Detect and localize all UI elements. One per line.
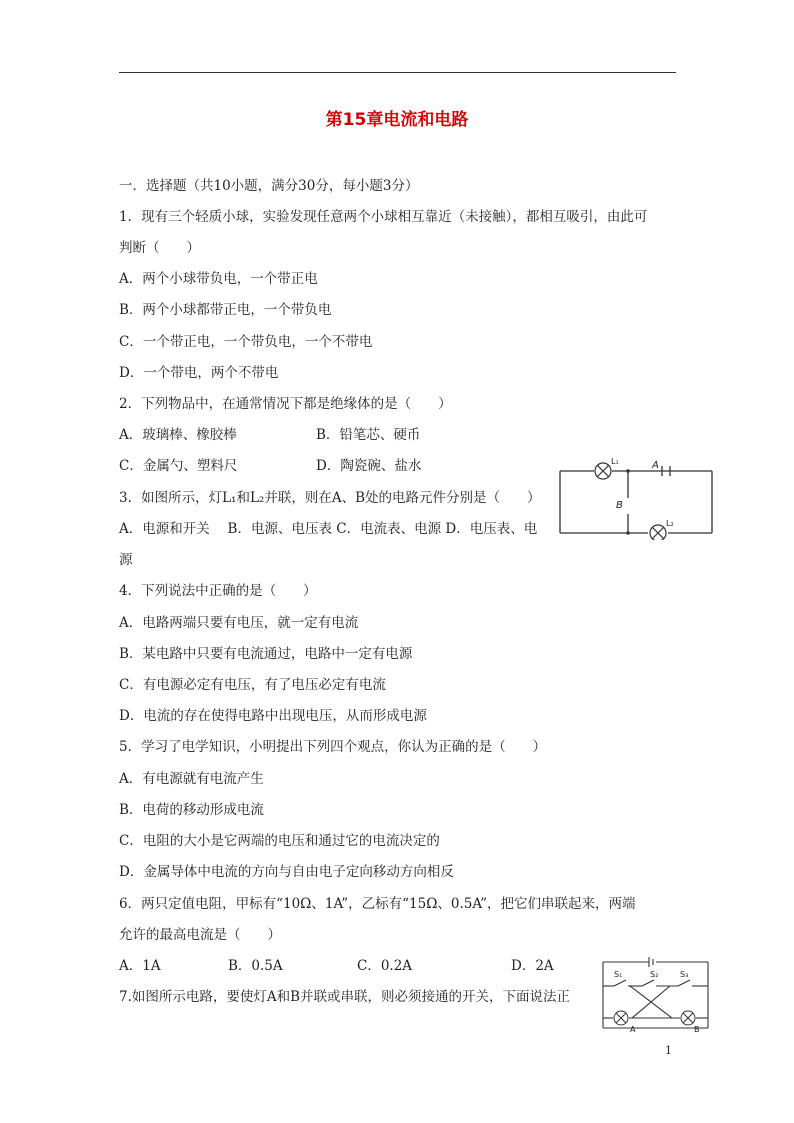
q5-option-a: A．有电源就有电流产生 — [119, 771, 264, 787]
q3-fig-l2: L₂ — [666, 519, 674, 528]
q7-stem: 7.如图所示电路，要使灯A和B并联或串联，则必须接通的开关，下面说法正 — [119, 989, 571, 1005]
q4-option-a: A．电路两端只要有电压，就一定有电流 — [119, 615, 359, 631]
q1-stem: 1．现有三个轻质小球，实验发现任意两个小球相互靠近（未接触），都相互吸引，由此可 — [119, 209, 648, 225]
q1-option-c: C．一个带正电，一个带负电，一个不带电 — [119, 334, 373, 350]
page-number: 1 — [665, 1044, 672, 1057]
q7-fig-s3: S₃ — [680, 970, 689, 979]
q6-option-b: B．0.5A — [228, 958, 283, 974]
q3-options-wrap: 源 — [119, 552, 133, 568]
q7-circuit-diagram — [600, 953, 712, 1033]
q7-fig-s1: S₁ — [614, 970, 623, 979]
q4-option-c: C．有电源必定有电压，有了电压必定有电流 — [119, 677, 386, 693]
q1-stem-cont: 判断（ ） — [119, 240, 200, 256]
q1-option-b: B．两个小球都带正电，一个带负电 — [119, 302, 332, 318]
q4-option-b: B．某电路中只要有电流通过，电路中一定有电源 — [119, 646, 413, 662]
q2-option-c: C．金属勺、塑料尺 — [119, 458, 238, 474]
q7-fig-a: A — [630, 1025, 636, 1033]
q2-option-a: A．玻璃棒、橡胶棒 — [119, 427, 237, 443]
q6-stem-cont: 允许的最高电流是（ ） — [119, 927, 281, 943]
q5-option-d: D．金属导体中电流的方向与自由电子定向移动方向相反 — [119, 864, 454, 880]
q3-fig-a: A — [652, 460, 659, 471]
q4-option-d: D．电流的存在使得电路中出现电压，从而形成电源 — [119, 708, 427, 724]
q7-fig-s2: S₂ — [650, 970, 659, 979]
q5-stem: 5．学习了电学知识，小明提出下列四个观点，你认为正确的是（ ） — [119, 739, 547, 755]
q6-option-d: D．2A — [511, 958, 554, 974]
q7-fig-b: B — [694, 1025, 700, 1033]
q2-option-b: B．铅笔芯、硬币 — [316, 427, 421, 443]
q3-options: A．电源和开关 B．电源、电压表 C．电流表、电源 D．电压表、电 — [119, 521, 538, 537]
q2-stem: 2．下列物品中，在通常情况下都是绝缘体的是（ ） — [119, 396, 452, 412]
q3-circuit-diagram — [558, 456, 716, 540]
section-heading: 一．选择题（共10小题，满分30分，每小题3分） — [119, 178, 419, 194]
q2-option-d: D．陶瓷碗、盐水 — [316, 458, 422, 474]
q3-fig-b: B — [616, 500, 623, 511]
q4-stem: 4．下列说法中正确的是（ ） — [119, 583, 317, 599]
q1-option-a: A．两个小球带负电，一个带正电 — [119, 271, 318, 287]
q3-stem: 3．如图所示，灯L₁和L₂并联，则在A、B处的电路元件分别是（ ） — [119, 490, 541, 506]
header-rule — [119, 72, 676, 73]
q6-option-c: C．0.2A — [357, 958, 413, 974]
q6-stem: 6．两只定值电阻，甲标有“10Ω、1A”，乙标有“15Ω、0.5A”，把它们串联起来，两端 — [119, 896, 636, 912]
q6-option-a: A．1A — [119, 958, 161, 974]
page-title: 第15章电流和电路 — [325, 110, 469, 130]
q5-option-b: B．电荷的移动形成电流 — [119, 802, 264, 818]
q5-option-c: C．电阻的大小是它两端的电压和通过它的电流决定的 — [119, 833, 440, 849]
lamp-icon — [650, 525, 666, 540]
lamp-icon — [614, 1011, 628, 1025]
lamp-icon — [681, 1011, 695, 1025]
q3-fig-l1: L₁ — [611, 457, 619, 466]
q1-option-d: D．一个带电，两个不带电 — [119, 365, 279, 381]
lamp-icon — [595, 463, 611, 479]
